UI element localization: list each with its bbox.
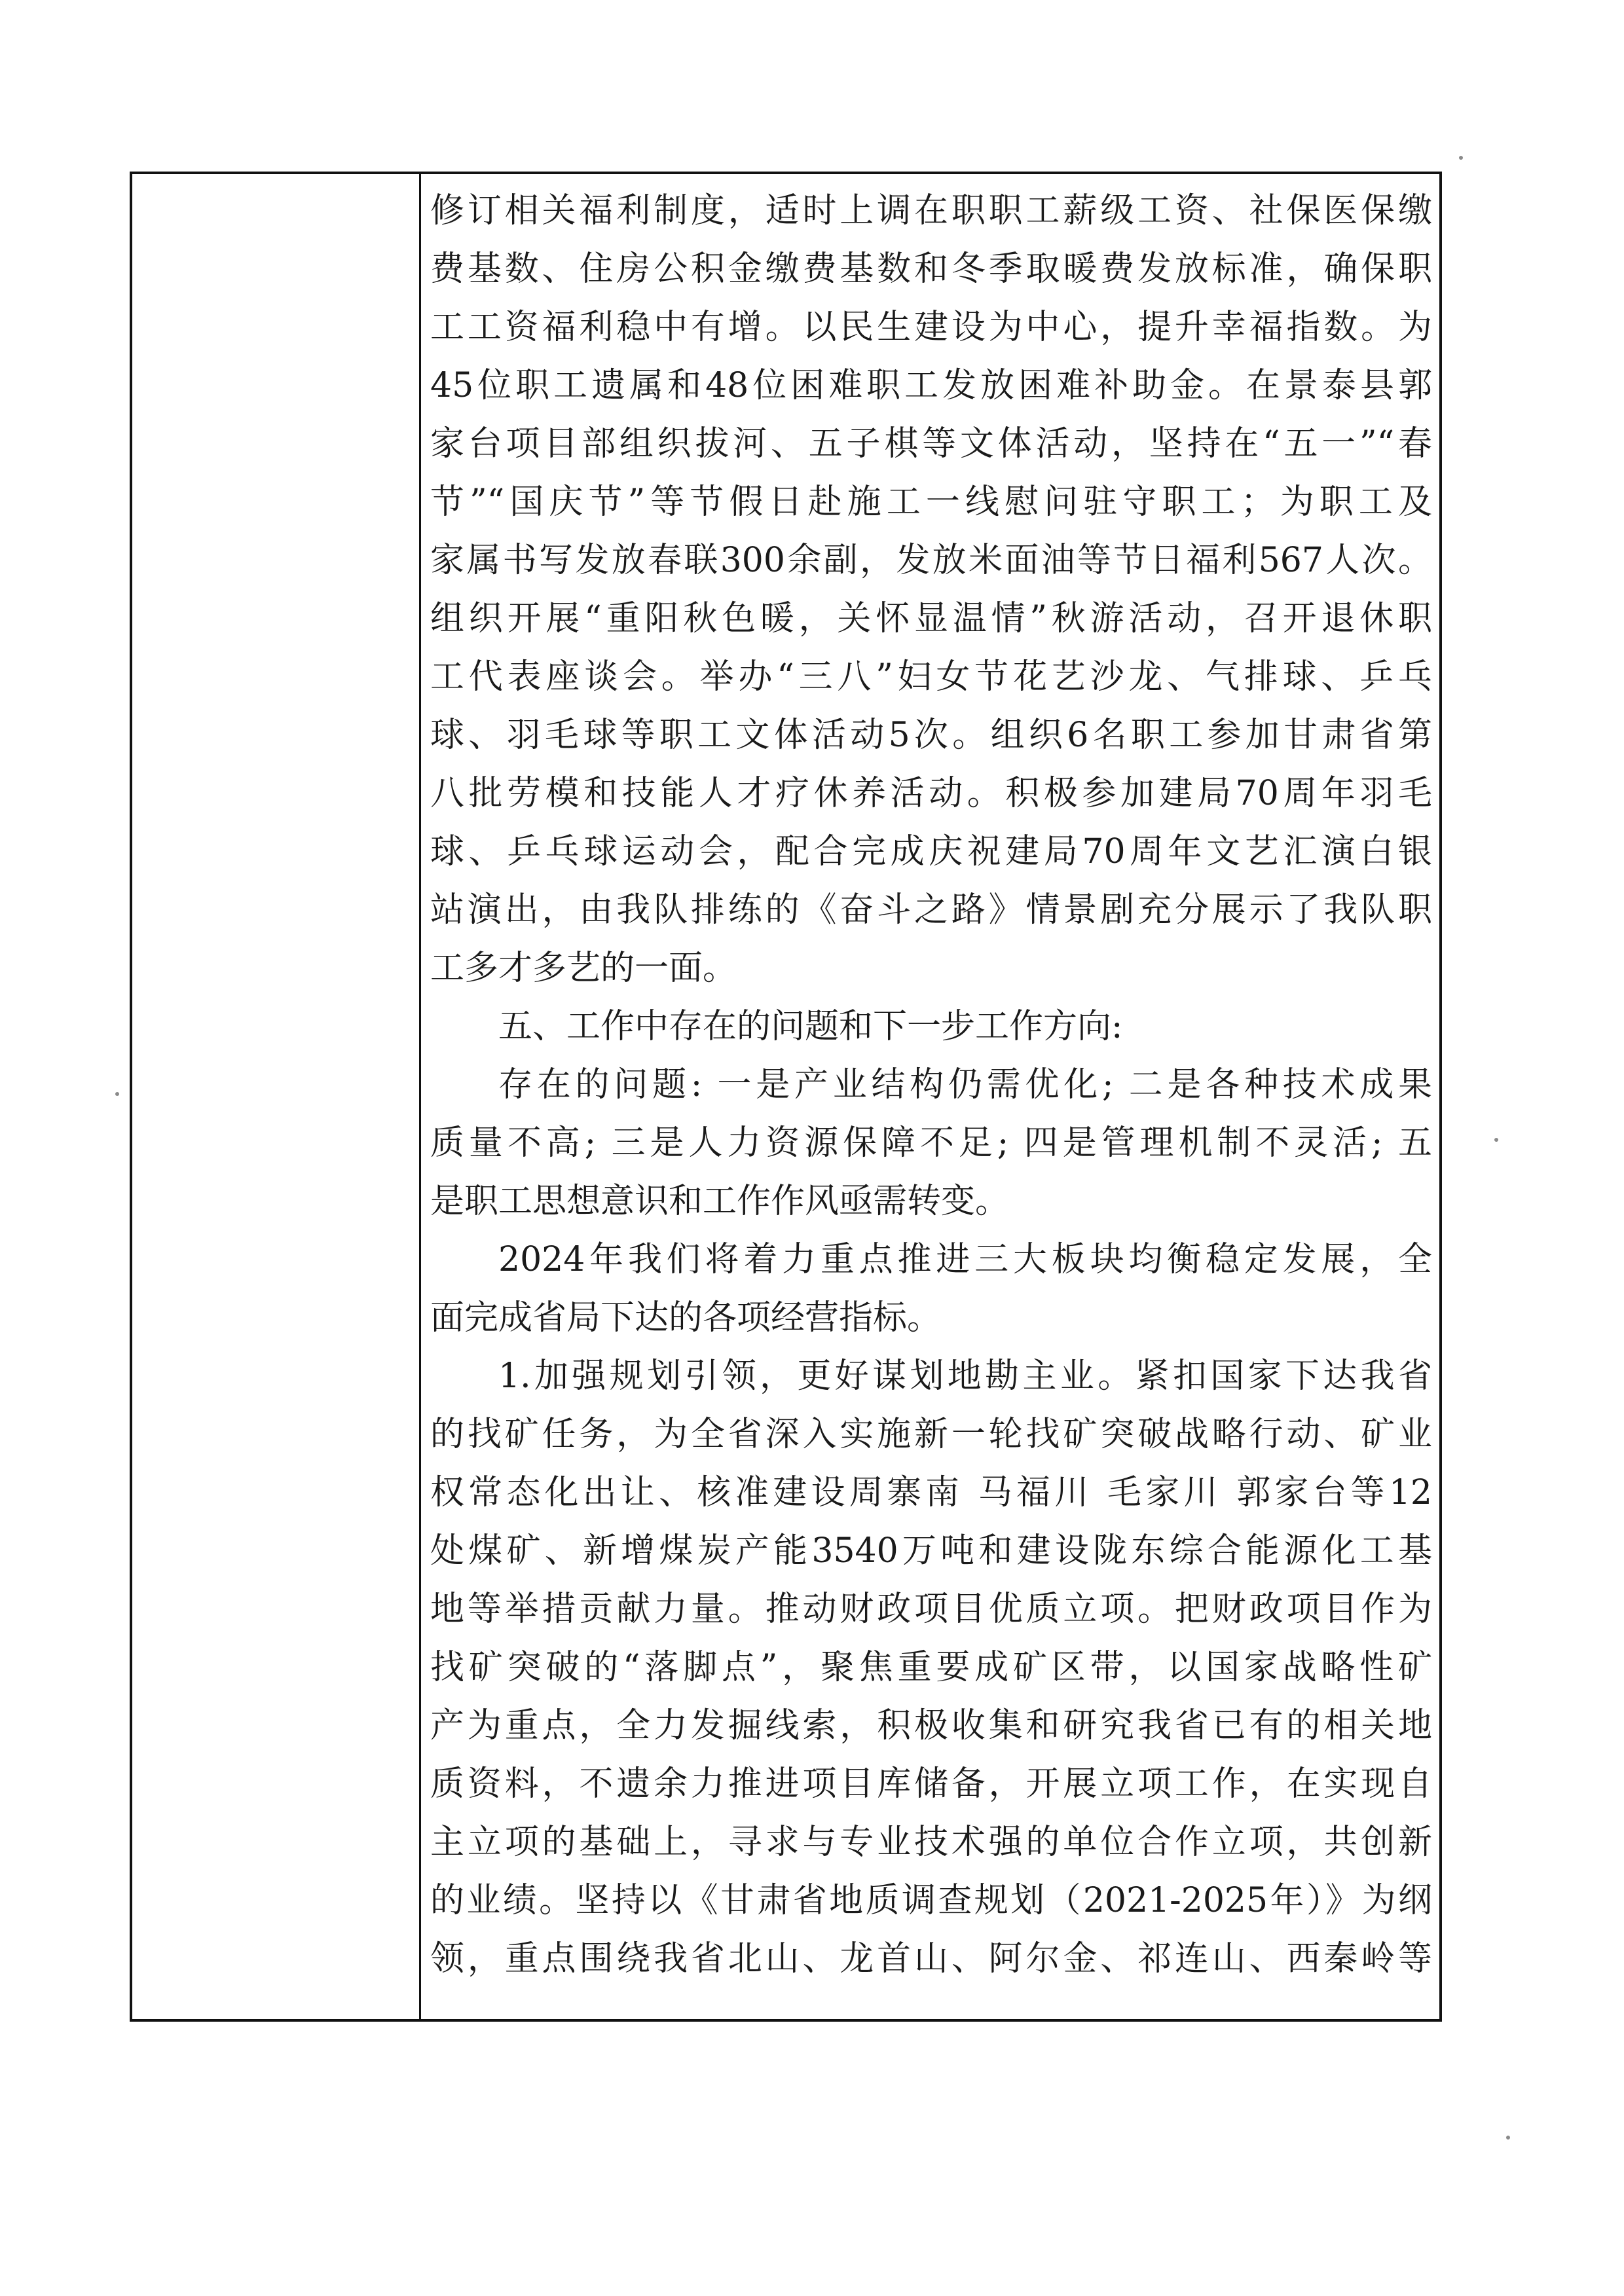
text-line: 存在的问题: 一是产业结构仍需优化; 二是各种技术成果 [498, 1065, 1432, 1104]
text-line: 主立项的基础上，寻求与专业技术强的单位合作立项，共创新 [430, 1823, 1432, 1862]
scan-speck [1506, 2136, 1510, 2140]
text-line: 45位职工遗属和48位困难职工发放困难补助金。在景泰县郭 [430, 366, 1432, 405]
text-line: 家台项目部组织拔河、五子棋等文体活动，坚持在“五一”“春 [430, 424, 1432, 464]
text-line: 找矿突破的“落脚点”，聚焦重要成矿区带，以国家战略性矿 [430, 1648, 1432, 1687]
text-line: 是职工思想意识和工作作风亟需转变。 [430, 1182, 1010, 1221]
text-line: 的找矿任务，为全省深入实施新一轮找矿突破战略行动、矿业 [430, 1415, 1432, 1454]
text-line: 费基数、住房公积金缴费基数和冬季取暖费发放标准，确保职 [430, 249, 1432, 289]
document-table [130, 172, 1442, 2022]
text-line: 处煤矿、新增煤炭产能3540万吨和建设陇东综合能源化工基 [430, 1531, 1432, 1571]
text-line: 领，重点围绕我省北山、龙首山、阿尔金、祁连山、西秦岭等 [430, 1939, 1432, 1978]
text-line: 面完成省局下达的各项经营指标。 [430, 1298, 942, 1338]
scan-speck [1494, 1138, 1498, 1142]
text-line: 节”“国庆节”等节假日赴施工一线慰问驻守职工；为职工及 [430, 483, 1432, 522]
text-line: 工工资福利稳中有增。以民生建设为中心，提升幸福指数。为 [430, 308, 1432, 347]
scan-speck [115, 1092, 119, 1096]
text-line: 组织开展“重阳秋色暖，关怀显温情”秋游活动，召开退休职 [430, 599, 1432, 638]
text-line: 1.加强规划引领，更好谋划地勘主业。紧扣国家下达我省 [498, 1357, 1432, 1396]
section-heading: 五、工作中存在的问题和下一步工作方向: [498, 1007, 1123, 1046]
text-line: 家属书写发放春联300余副，发放米面油等节日福利567人次。 [430, 541, 1432, 580]
text-line: 球、乒乓球运动会，配合完成庆祝建局70周年文艺汇演白银 [430, 832, 1432, 871]
text-line: 球、羽毛球等职工文体活动5次。组织6名职工参加甘肃省第 [430, 716, 1432, 755]
text-line: 的业绩。坚持以《甘肃省地质调查规划（2021-2025年）》为纲 [430, 1881, 1432, 1920]
text-line: 权常态化出让、核准建设周寨南 马福川 毛家川 郭家台等12 [430, 1473, 1432, 1512]
scan-speck [1459, 156, 1463, 160]
text-line: 产为重点，全力发掘线索，积极收集和研究我省已有的相关地 [430, 1706, 1432, 1745]
text-line: 质资料，不遗余力推进项目库储备，开展立项工作，在实现自 [430, 1764, 1432, 1804]
table-left-column [132, 174, 421, 2019]
text-line: 2024年我们将着力重点推进三大板块均衡稳定发展，全 [498, 1240, 1432, 1279]
text-line: 质量不高; 三是人力资源保障不足; 四是管理机制不灵活; 五 [430, 1123, 1432, 1163]
text-line: 八批劳模和技能人才疗休养活动。积极参加建局70周年羽毛 [430, 774, 1432, 813]
text-line: 修订相关福利制度，适时上调在职职工薪级工资、社保医保缴 [430, 191, 1432, 230]
text-line: 工多才多艺的一面。 [430, 949, 737, 988]
text-line: 地等举措贡献力量。推动财政项目优质立项。把财政项目作为 [430, 1590, 1432, 1629]
text-line: 站演出，由我队排练的《奋斗之路》情景剧充分展示了我队职 [430, 890, 1432, 930]
text-line: 工代表座谈会。举办“三八”妇女节花艺沙龙、气排球、乒乓 [430, 657, 1432, 697]
